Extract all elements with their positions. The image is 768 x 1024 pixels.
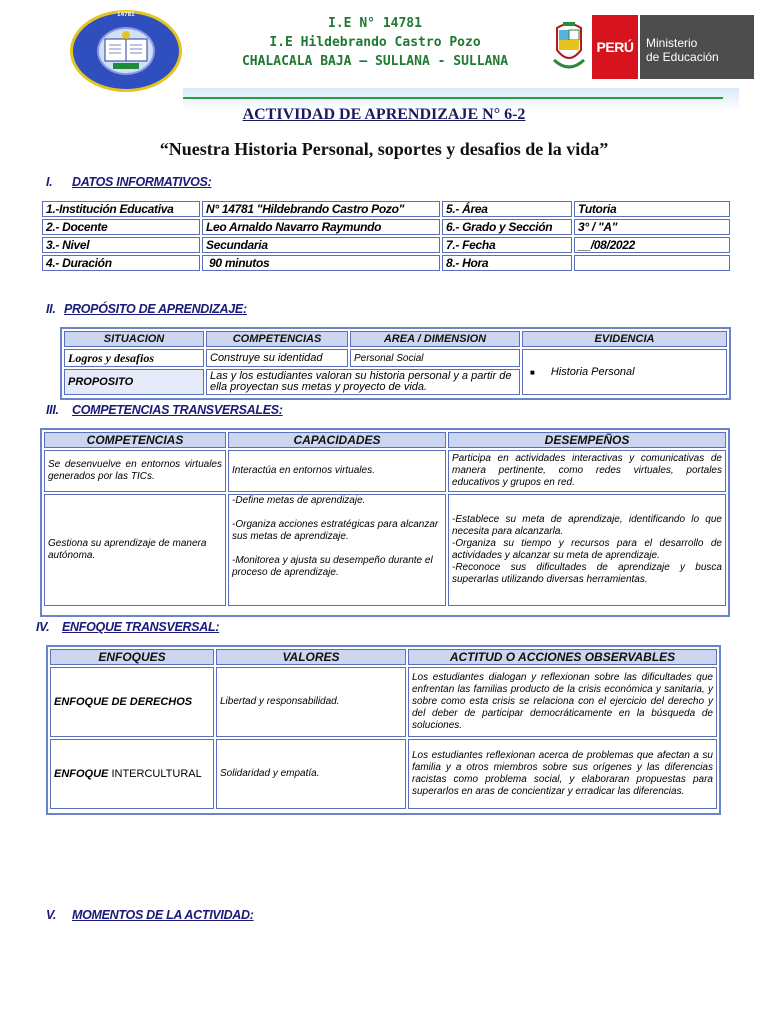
situacion-cell: Logros y desafios <box>64 349 204 367</box>
table-cell: 7.- Fecha <box>442 237 572 253</box>
section-5-label: MOMENTOS DE LA ACTIVIDAD: <box>72 908 254 922</box>
enfoque-bold-text: ENFOQUE <box>54 768 109 780</box>
section-3-number: III. <box>46 403 59 417</box>
table-row <box>42 219 730 235</box>
table-cell: 3° / "A" <box>574 219 730 235</box>
table-row <box>42 201 730 217</box>
proposito-label-cell: PROPOSITO <box>64 369 204 395</box>
actitud-cell: Los estudiantes dialogan y reflexionan sobre las dificultades que enfrentan las familias producto de la crisis económica y sanitaria, y sobre como esta crisis se relaciona con el ejercicio del derecho y del deber de participar democráticamente en la búsqueda de soluciones. <box>408 667 717 737</box>
table-cell: 3.- Nivel <box>42 237 200 253</box>
table-header-row <box>44 432 726 448</box>
table-cell: 8.- Hora <box>442 255 572 271</box>
competencias-table <box>42 430 728 608</box>
school-name: I.E Hildebrando Castro Pozo <box>269 35 481 50</box>
desempeno-cell: Participa en actividades interactivas y comunicativas de manera pertinente, como redes virtuales, portales educativos y grupos en red. <box>448 450 726 492</box>
desempenos-cell <box>448 494 726 606</box>
banner-divider <box>183 97 723 99</box>
ministry-line2: de Educación <box>646 50 719 64</box>
enfoque-rest-text: INTERCULTURAL <box>108 768 202 780</box>
minedu-logo <box>592 15 754 79</box>
proposito-text-cell: Las y los estudiantes valoran su historia personal y a partir de ella proyectan sus metas y proyecto de vida. <box>206 369 520 395</box>
evidencia-cell <box>522 349 727 395</box>
table-row <box>42 237 730 253</box>
area-cell: Personal Social <box>350 349 520 367</box>
desempeno-item: -Reconoce sus dificultades de aprendizaje y busca superarlas utilizando diversas herramientas. <box>452 562 722 585</box>
table-cell: 2.- Docente <box>42 219 200 235</box>
table-cell: 1.-Institución Educativa <box>42 201 200 217</box>
section-2-label: PROPÓSITO DE APRENDIZAJE: <box>64 302 247 316</box>
column-header: DESEMPEÑOS <box>448 432 726 448</box>
section-2-heading <box>46 302 247 316</box>
competencia-cell: Gestiona su aprendizaje de manera autónoma. <box>44 494 226 606</box>
section-1-label: DATOS INFORMATIVOS: <box>72 175 212 189</box>
column-header: ENFOQUES <box>50 649 214 665</box>
capacidad-item: -Organiza acciones estratégicas para alcanzar sus metas de aprendizaje. <box>232 519 439 542</box>
section-2-number: II. <box>46 302 56 316</box>
enfoque-cell <box>50 739 214 809</box>
enfoque-cell: ENFOQUE DE DERECHOS <box>50 667 214 737</box>
table-cell: Secundaria <box>202 237 440 253</box>
table-cell: 6.- Grado y Sección <box>442 219 572 235</box>
section-1-number: I. <box>46 175 53 189</box>
table-row <box>50 667 717 737</box>
valores-cell: Libertad y responsabilidad. <box>216 667 406 737</box>
table-cell: 90 minutos <box>202 255 440 271</box>
column-header: COMPETENCIAS <box>206 331 348 347</box>
capacidades-cell <box>228 494 446 606</box>
valores-cell: Solidaridad y empatía. <box>216 739 406 809</box>
section-5-number: V. <box>46 908 57 922</box>
column-header: ACTITUD O ACCIONES OBSERVABLES <box>408 649 717 665</box>
section-3-heading <box>46 403 283 417</box>
table-header-row <box>64 331 727 347</box>
section-3-label: COMPETENCIAS TRANSVERSALES: <box>72 403 283 417</box>
table-cell: __/08/2022 <box>574 237 730 253</box>
column-header: SITUACION <box>64 331 204 347</box>
table-cell: Tutoria <box>574 201 730 217</box>
peru-label: PERÚ <box>592 15 638 79</box>
school-location: CHALACALA BAJA – SULLANA - SULLANA <box>241 54 509 69</box>
page-title: ACTIVIDAD DE APRENDIZAJE N° 6-2 <box>242 106 526 123</box>
table-cell: N° 14781 "Hildebrando Castro Pozo" <box>202 201 440 217</box>
section-1-heading <box>46 175 211 189</box>
competencia-cell: Construye su identidad <box>206 349 348 367</box>
ministry-line1: Ministerio <box>646 36 698 50</box>
datos-table <box>40 199 732 273</box>
table-header-row <box>50 649 717 665</box>
book-icon <box>99 29 153 73</box>
table-row <box>44 494 726 606</box>
section-5-heading <box>46 908 254 922</box>
section-4-label: ENFOQUE TRANSVERSAL: <box>62 620 220 634</box>
column-header: VALORES <box>216 649 406 665</box>
column-header: AREA / DIMENSION <box>350 331 520 347</box>
bullet-icon: ■ <box>530 368 535 377</box>
capacidad-cell: Interactúa en entornos virtuales. <box>228 450 446 492</box>
evidencia-text: Historia Personal <box>550 366 635 378</box>
logo-emblem <box>97 27 155 75</box>
section-4-number: IV. <box>36 620 50 634</box>
table-cell: 5.- Área <box>442 201 572 217</box>
section-4-heading <box>36 620 219 634</box>
page-subtitle: “Nuestra Historia Personal, soportes y desafios de la vida” <box>159 139 609 159</box>
capacidad-item: -Monitorea y ajusta su desempeño durante el proceso de aprendizaje. <box>232 555 433 578</box>
column-header: COMPETENCIAS <box>44 432 226 448</box>
table-row <box>42 255 730 271</box>
table-row <box>44 450 726 492</box>
peru-coat-of-arms-icon <box>552 20 586 76</box>
actitud-cell: Los estudiantes reflexionan acerca de problemas que afectan a su familia y a otros miembros sobre sus orígenes y las diferencias racistas como problema social, y elaboraran propuestas para superarlos en aras de concientizar y erradicar las diferencias. <box>408 739 717 809</box>
table-cell: Leo Arnaldo Navarro Raymundo <box>202 219 440 235</box>
column-header: EVIDENCIA <box>522 331 727 347</box>
table-row <box>64 349 727 367</box>
desempeno-item: -Organiza su tiempo y recursos para el desarrollo de actividades y alcanzar su meta de aprendizaje. <box>452 538 722 561</box>
school-code: I.E N° 14781 <box>328 16 422 31</box>
table-cell <box>574 255 730 271</box>
table-cell: 4.- Duración <box>42 255 200 271</box>
capacidad-item: -Define metas de aprendizaje. <box>232 495 366 506</box>
enfoque-table <box>48 647 719 811</box>
competencia-cell: Se desenvuelve en entornos virtuales generados por las TICs. <box>44 450 226 492</box>
desempeno-item: -Establece su meta de aprendizaje, identificando lo que necesita para alcanzarla. <box>452 514 722 537</box>
table-row <box>50 739 717 809</box>
logo-top-text: 14781 <box>117 12 135 18</box>
column-header: CAPACIDADES <box>228 432 446 448</box>
ministry-block <box>640 15 754 79</box>
proposito-table <box>62 329 729 397</box>
school-logo <box>70 10 182 92</box>
